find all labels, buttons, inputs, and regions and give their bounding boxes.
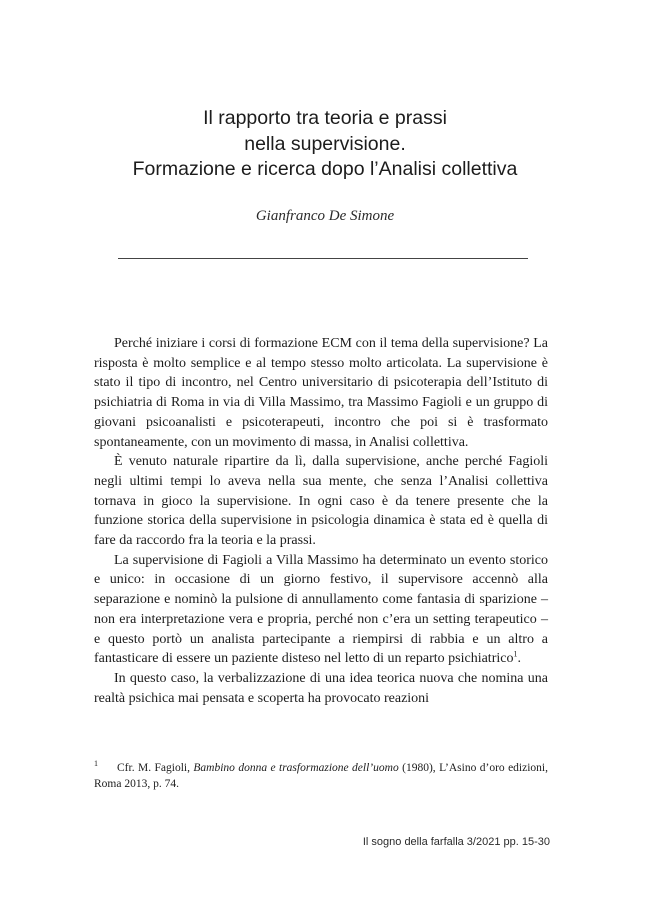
body-paragraph-4: In questo caso, la verbalizzazione di una idea teorica nuova che nomina una realtà psichica mai pensata e scoperta ha provocato reazioni [94, 670, 548, 706]
body-paragraph-2: È venuto naturale ripartire da lì, dalla supervisione, anche perché Fagioli negli ultimi tempi lo aveva nella sua mente, che senza l’Analisi collettiva tornava in gioco la supervisione. In ogni caso è da tenere presente che la funzione storica della supervisione in psicologia dinamica è stata ed è quella di fare da raccordo fra la teoria e la prassi. [94, 454, 548, 549]
article-title-line-1: Il rapporto tra teoria e prassi [203, 107, 447, 129]
footnote-book-title: Bambino donna e trasformazione dell’uomo [193, 762, 399, 774]
article-title-line-3: Formazione e ricerca dopo l’Analisi collettiva [132, 158, 518, 180]
footnote-reference[interactable]: 1 [513, 649, 518, 659]
footnote: 1 Cfr. M. Fagioli, Bambino donna e trasformazione dell’uomo (1980), L’Asino d’oro edizioni, Roma 2013, p. 74. [94, 759, 548, 790]
title-divider [118, 258, 528, 259]
footnote-prefix: Cfr. M. Fagioli, [117, 762, 194, 774]
article-title [60, 106, 590, 183]
body-paragraph-1: Perché iniziare i corsi di formazione ECM con il tema della supervisione? La risposta è molto semplice e al tempo stesso molto articolata. La supervisione è stato il tipo di incontro, nel Centro universitario di psicoterapia dell’Istituto di psichiatria di Roma in via di Villa Massimo, tra Massimo Fagioli e un gruppo di giovani psicoanalisti e psicoterapeuti, incontro che poi si è trasformato spontaneamente, con un movimento di massa, in Analisi collettiva. [94, 336, 548, 450]
footnote-suffix: (1980), L’Asino d’oro edizioni, Roma 2013, p. 74. [94, 762, 548, 790]
running-footer: Il sogno della farfalla 3/2021 pp. 15-30 [362, 836, 550, 848]
article-body [94, 334, 548, 708]
body-paragraph-3-text: La supervisione di Fagioli a Villa Massimo ha determinato un evento storico e unico: in occasione di un giorno festivo, il supervisore accennò alla separazione e nominò la pulsione di annullamento come fantasia di sparizione – non era interpretazione vera e propria, perché non c’era un setting terapeutico – e questo portò un analista partecipante a riempirsi di rabbia e un altro a fantasticare di essere un paziente disteso nel letto di un reparto psichiatrico [94, 552, 548, 667]
body-paragraph-3: La supervisione di Fagioli a Villa Massimo ha determinato un evento storico e unico: in occasione di un giorno festivo, il supervisore accennò alla separazione e nominò la pulsione di annullamento come fantasia di sparizione – non era interpretazione vera e propria, perché non c’era un setting terapeutico – e questo portò un analista partecipante a riempirsi di rabbia e un altro a fantasticare di essere un paziente disteso nel letto di un reparto psichiatrico$^1$. [94, 552, 548, 667]
article-author: Gianfranco De Simone [255, 208, 395, 224]
article-title-line-2: nella supervisione. [244, 132, 406, 155]
